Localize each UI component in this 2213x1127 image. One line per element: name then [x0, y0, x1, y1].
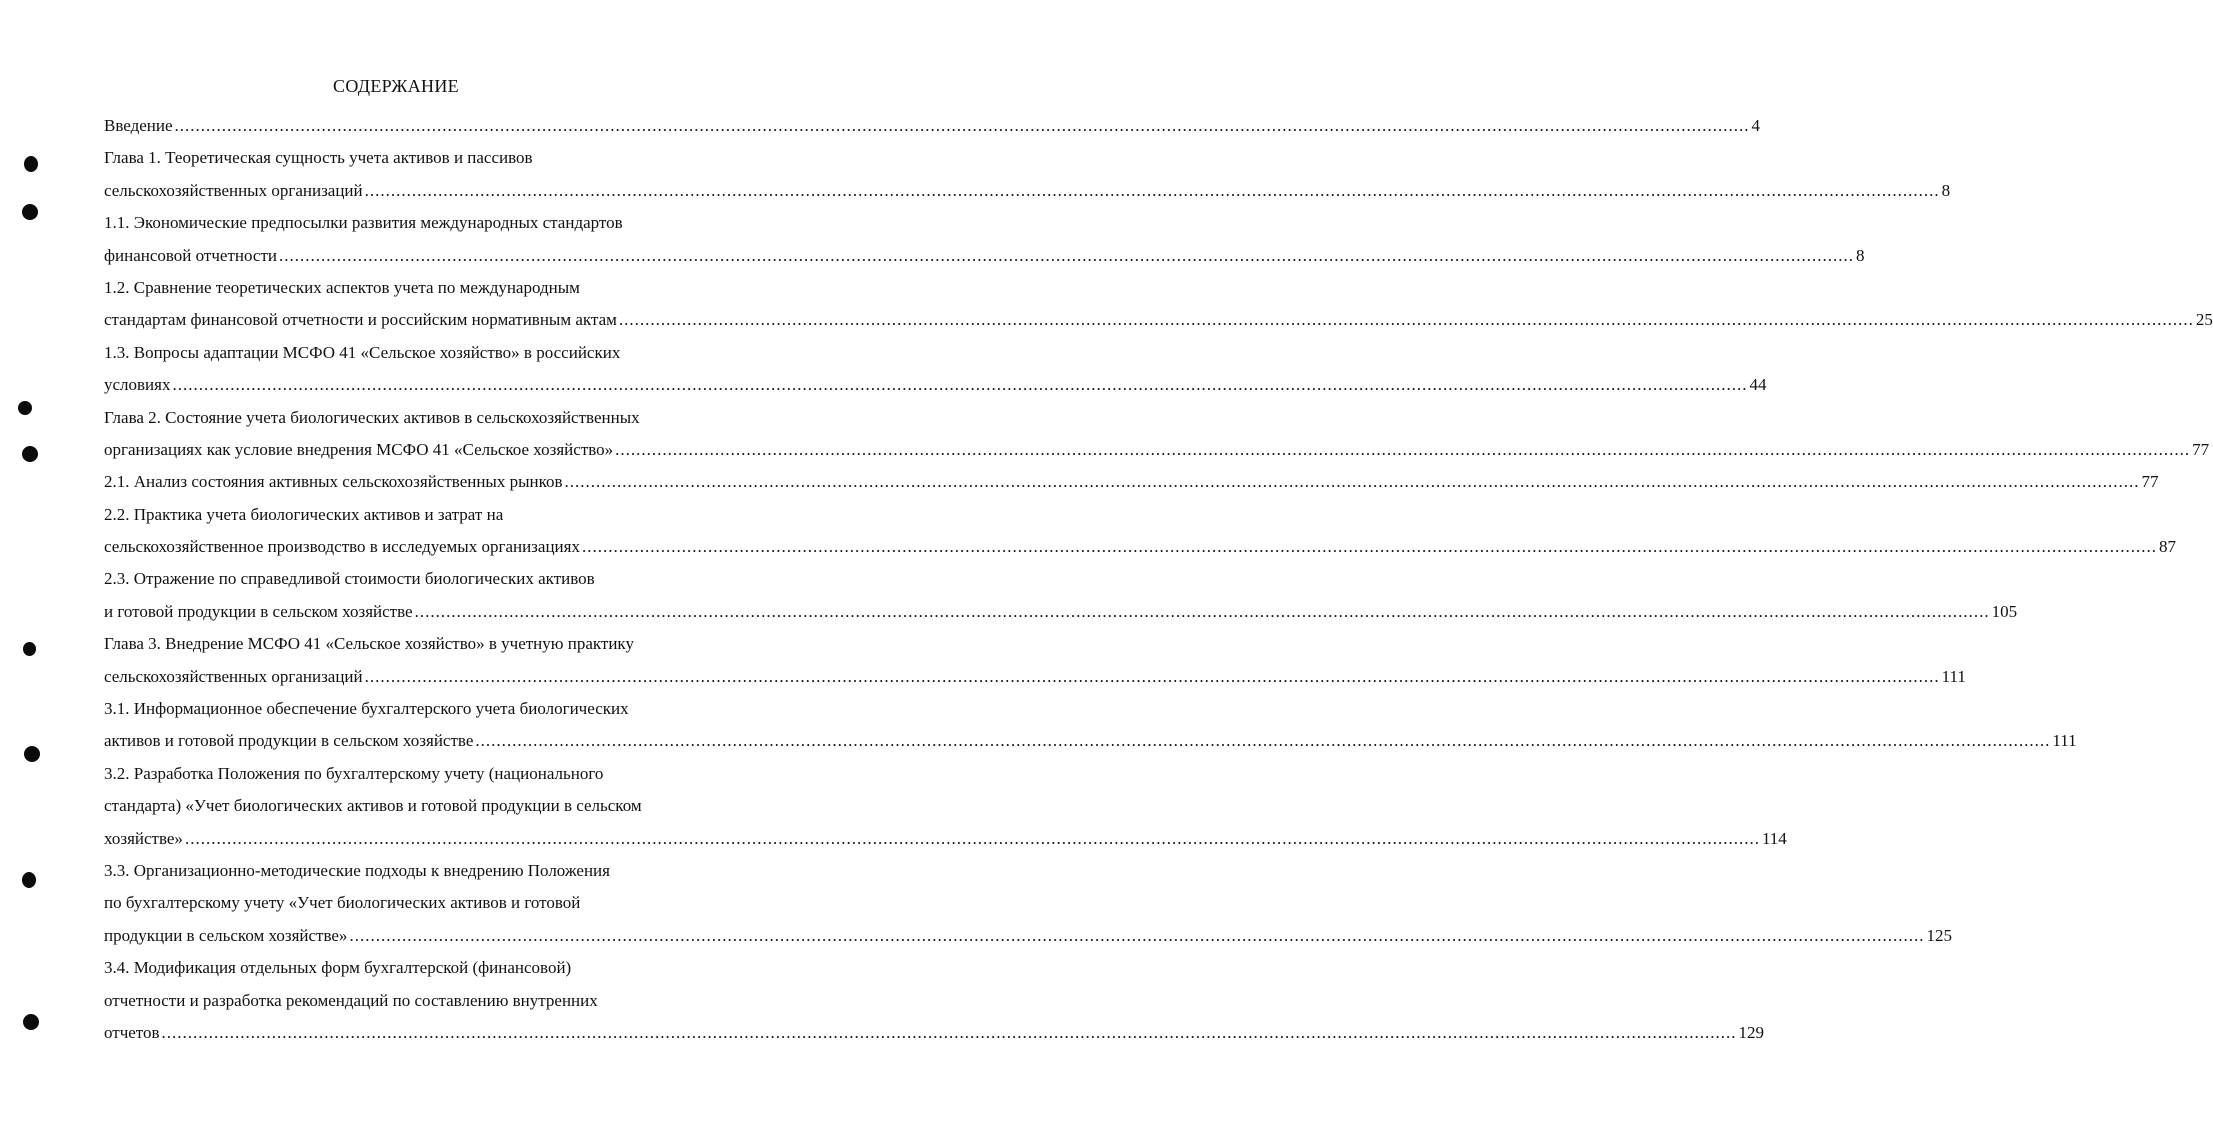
dot-leader: ............................................................................................................................................................................................................................................................................................................ [618, 310, 2194, 330]
toc-entry [104, 110, 1761, 142]
dot-leader: ............................................................................................................................................................................................................................................................................................................ [364, 666, 1940, 686]
toc-entry-line: 1.3. Вопросы адаптации МСФО 41 «Сельское хозяйство» в российских [104, 342, 621, 362]
dot-leader: ............................................................................................................................................................................................................................................................................................................ [172, 375, 1748, 395]
dot-leader: ............................................................................................................................................................................................................................................................................................................ [278, 245, 1854, 265]
toc-entry-title: финансовой отчетности [104, 245, 277, 265]
toc-entry-title: сельскохозяйственных организаций [104, 666, 363, 686]
toc-entry [104, 175, 1951, 207]
binder-hole [18, 401, 32, 415]
toc-page-number: 125 [1926, 925, 1952, 945]
toc-page-number: 111 [1941, 666, 1966, 686]
binder-hole [22, 446, 38, 462]
toc-entry-title: сельскохозяйственных организаций [104, 180, 363, 200]
toc-entry [104, 596, 2018, 628]
table-of-contents [104, 110, 2213, 1049]
toc-page-number: 25 [2195, 310, 2213, 330]
dot-leader: ............................................................................................................................................................................................................................................................................................................ [475, 731, 2051, 751]
toc-page-number: 129 [1738, 1022, 1765, 1042]
toc-entry [104, 434, 2210, 466]
toc-page-number: 4 [1751, 116, 1761, 135]
dot-leader: ............................................................................................................................................................................................................................................................................................................ [349, 925, 1925, 945]
toc-entry-line: Глава 3. Внедрение МСФО 41 «Сельское хозяйство» в учетную практику [104, 634, 634, 654]
page-title: СОДЕРЖАНИЕ [333, 76, 459, 96]
toc-entry-title: 2.1. Анализ состояния активных сельскохозяйственных рынков [104, 472, 563, 492]
toc-page-number: 44 [1749, 375, 1767, 395]
toc-entry-line: стандарта) «Учет биологических активов и готовой продукции в сельском [104, 796, 642, 816]
toc-page-number: 114 [1761, 828, 1787, 848]
dot-leader: ............................................................................................................................................................................................................................................................................................................ [174, 116, 1750, 135]
dot-leader: ............................................................................................................................................................................................................................................................................................................ [161, 1022, 1737, 1042]
toc-entry-title: сельскохозяйственное производство в исследуемых организациях [104, 537, 580, 557]
toc-entry-title: стандартам финансовой отчетности и российским нормативным актам [104, 310, 617, 330]
toc-entry-line: 1.2. Сравнение теоретических аспектов учета по международным [104, 277, 580, 297]
dot-leader: ............................................................................................................................................................................................................................................................................................................ [184, 828, 1760, 848]
dot-leader: ............................................................................................................................................................................................................................................................................................................ [615, 439, 2191, 459]
toc-page-number: 111 [2052, 731, 2077, 751]
toc-page-number: 105 [1991, 601, 2018, 621]
toc-entry [104, 466, 2159, 498]
toc-entry-line: 1.1. Экономические предпосылки развития международных стандартов [104, 213, 623, 233]
toc-entry-title: хозяйстве» [104, 828, 183, 848]
toc-entry [104, 661, 1966, 693]
toc-page-number: 8 [1855, 245, 1865, 265]
toc-entry-title: Введение [104, 116, 173, 135]
toc-entry-title: и готовой продукции в сельском хозяйстве [104, 601, 413, 621]
binder-hole [24, 156, 38, 172]
dot-leader: ............................................................................................................................................................................................................................................................................................................ [414, 601, 1990, 621]
toc-entry-line: Глава 2. Состояние учета биологических активов в сельскохозяйственных [104, 407, 640, 427]
binder-hole [22, 204, 38, 220]
toc-entry-title: продукции в сельском хозяйстве» [104, 925, 348, 945]
toc-entry [104, 1017, 1765, 1049]
binder-hole [22, 872, 36, 888]
toc-entry [104, 920, 1952, 952]
binder-hole [23, 1014, 39, 1030]
toc-entry-line: 2.3. Отражение по справедливой стоимости биологических активов [104, 569, 595, 589]
toc-entry-line: 3.4. Модификация отдельных форм бухгалтерской (финансовой) [104, 958, 572, 978]
toc-page-number: 77 [2141, 472, 2159, 492]
toc-page-number: 77 [2192, 439, 2210, 459]
toc-entry [104, 240, 1865, 272]
toc-entry-line: 3.1. Информационное обеспечение бухгалтерского учета биологических [104, 699, 629, 719]
toc-entry-line: Глава 1. Теоретическая сущность учета активов и пассивов [104, 148, 533, 168]
binder-hole [23, 642, 36, 656]
toc-entry [104, 725, 2077, 757]
toc-entry-title: условиях [104, 375, 171, 395]
toc-entry-title: активов и готовой продукции в сельском хозяйстве [104, 731, 474, 751]
toc-entry [104, 531, 2176, 563]
dot-leader: ............................................................................................................................................................................................................................................................................................................ [364, 180, 1940, 200]
toc-entry-title: организациях как условие внедрения МСФО 41 «Сельское хозяйство» [104, 439, 614, 459]
toc-entry [104, 369, 1767, 401]
dot-leader: ............................................................................................................................................................................................................................................................................................................ [564, 472, 2140, 492]
toc-entry [104, 304, 2213, 336]
toc-entry-title: отчетов [104, 1022, 160, 1042]
toc-entry-line: отчетности и разработка рекомендаций по составлению внутренних [104, 990, 598, 1010]
toc-entry-line: 3.2. Разработка Положения по бухгалтерскому учету (национального [104, 763, 604, 783]
binder-hole [24, 746, 40, 762]
toc-entry-line: 2.2. Практика учета биологических активов и затрат на [104, 504, 504, 524]
toc-entry-line: 3.3. Организационно-методические подходы к внедрению Положения [104, 860, 610, 880]
toc-page-number: 8 [1941, 180, 1951, 200]
toc-entry [104, 823, 1787, 855]
dot-leader: ............................................................................................................................................................................................................................................................................................................ [581, 537, 2157, 557]
toc-page-number: 87 [2158, 537, 2176, 557]
toc-entry-line: по бухгалтерскому учету «Учет биологических активов и готовой [104, 893, 581, 913]
